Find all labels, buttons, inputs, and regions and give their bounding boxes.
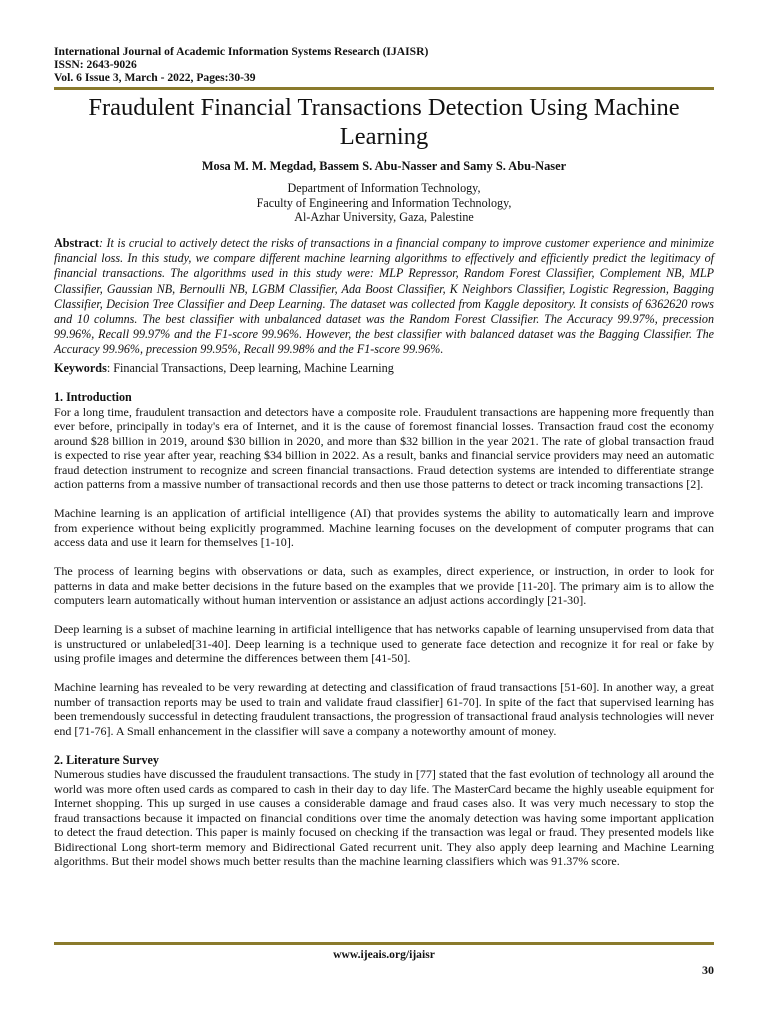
header-rule (54, 87, 714, 90)
keywords-label: Keywords (54, 361, 107, 375)
page-number: 30 (702, 963, 714, 977)
paragraph: Numerous studies have discussed the fraudulent transactions. The study in [77] stated that the fast evolution of technology all around the world was more often used cards as compared to cash in their day to day life. The MasterCard became the highly useable equipment for Internet shopping. This up surged in use causes a considerable damage and fraud cases also. It was very much necessary to stop the fraud transactions because it impacted on financial conditions over time the anomaly detection was having some important application to detect the fraud detection. This paper is mainly focused on checking if the transaction was legal or fraud. They presented models like Bidirectional Long short-term memory and Bidirectional Gated recurrent unit. They also apply deep learning and Machine Learning algorithms. But their model shows much better results than the machine learning classifiers which was 91.37% score. (54, 767, 714, 868)
paragraph: Machine learning is an application of artificial intelligence (AI) that provides systems the ability to automatically learn and improve from experience without being explicitly programmed. Machine learning focuses on the development of computer programs that can access data and use it learn for themselves [1-10]. (54, 506, 714, 549)
journal-volume: Vol. 6 Issue 3, March - 2022, Pages:30-39 (54, 71, 256, 85)
paper-title: Fraudulent Financial Transactions Detection Using Machine Learning (88, 94, 680, 150)
affiliation (54, 181, 714, 225)
keywords-text: : Financial Transactions, Deep learning, Machine Learning (106, 361, 394, 375)
paragraph: For a long time, fraudulent transaction and detectors have a composite role. Fraudulent transactions are happening more frequently than ever before, principally in today's era of Internet, and it is the cause of foremost financial losses. Transaction fraud cost the economy around $28 billion in 2019, around $30 billion in 2020, and more than $32 billion in the year 2021. The rate of global transaction fraud is expected to rise year after year, reaching $34 billion in 2022. As a result, banks and financial service providers may need an automatic fraud detection instrument to recognize and screen financial transactions. Fraud detection systems are intended to differentiate strange action patterns from a massive number of transactional records and then use those patterns to detect or track incoming transactions [2]. (54, 404, 714, 491)
paper-authors: Mosa M. M. Megdad, Bassem S. Abu-Nasser and Samy S. Abu-Naser (201, 159, 567, 173)
footer-rule (54, 942, 714, 945)
abstract-text: : It is crucial to actively detect the risks of transactions in a financial company to improve customer experience and minimize financial loss. In this study, we compare different machine learning algorithms to effectively and efficiently predict the legitimacy of financial transactions. The algorithms used in this study were: MLP Repressor, Random Forest Classifier, Complement NB, MLP Classifier, Gaussian NB, Bernoulli NB, LGBM Classifier, Ada Boost Classifier, K Neighbors Classifier, Logistic Regression, Bagging Classifier, Decision Tree Classifier and Deep Learning. The dataset was collected from Kaggle depository. It consists of 6362620 rows and 10 columns. The best classifier with unbalanced dataset was the Random Forest Classifier. The Accuracy 99.97%, precession 99.96%, Recall 99.97% and the F1-score 99.96%. However, the best classifier with balanced dataset was the Bagging Classifier. The Accuracy 99.96%, precession 99.95%, Recall 99.98% and the F1-score 99.96%. (54, 236, 714, 357)
affiliation-university: Al-Azhar University, Gaza, Palestine (294, 210, 474, 225)
affiliation-faculty: Faculty of Engineering and Information Technology, (256, 195, 512, 210)
keywords (54, 361, 714, 376)
section-heading-literature-survey: 2. Literature Survey (54, 752, 159, 767)
affiliation-dept: Department of Information Technology, (287, 181, 481, 195)
paper-body (54, 390, 714, 869)
paragraph: Deep learning is a subset of machine learning in artificial intelligence that has networks capable of learning unsupervised from data that is unstructured or unlabeled[31-40]. Deep learning is a technique used to generate face detection and recognize it for real or fake by using profile images and determine the differences between them [41-50]. (54, 622, 714, 665)
abstract (54, 236, 714, 358)
paragraph: Machine learning has revealed to be very rewarding at detecting and classification of fraud transactions [51-60]. In another way, a great number of transaction reports may be used to train and validate fraud classifier] 61-70]. In spite of the fact that supervised learning has been tremendously successful in detecting fraudulent transactions, the progression of transactional fraud analysis technologies will never end [71-76]. A Small enhancement in the classifier will save a company a noteworthy amount of money. (54, 680, 714, 738)
journal-header (54, 45, 428, 85)
abstract-label: Abstract (54, 236, 100, 250)
footer-url: www.ijeais.org/ijaisr (333, 948, 435, 961)
paragraph: The process of learning begins with observations or data, such as examples, direct experience, or instruction, in order to look for patterns in data and make better decisions in the future based on the examples that we provide [11-20]. The primary aim is to allow the computers learn automatically without human intervention or assistance an adjust actions accordingly [21-30]. (54, 564, 714, 607)
journal-issn: ISSN: 2643-9026 (54, 58, 137, 72)
journal-name: International Journal of Academic Information Systems Research (IJAISR) (54, 45, 429, 58)
section-heading-introduction: 1. Introduction (54, 390, 132, 404)
